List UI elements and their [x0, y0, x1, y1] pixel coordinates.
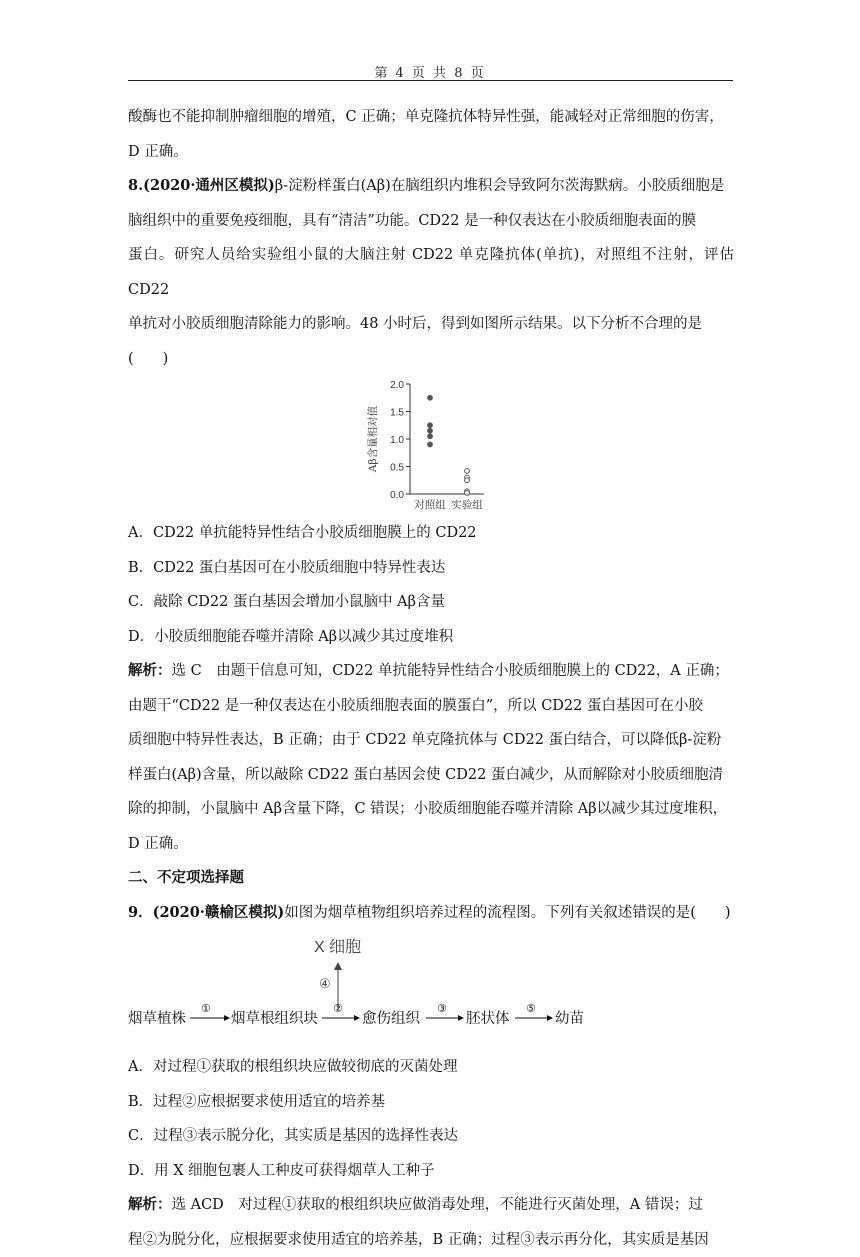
y-axis-label: Aβ含量相对值	[366, 405, 379, 473]
q8-analysis-text-1: 选 C 由题干信息可知，CD22 单抗能特异性结合小胶质细胞膜上的 CD22，A 正确；	[172, 663, 729, 679]
q8-option-b: B．CD22 蛋白基因可在小胶质细胞中特异性表达	[128, 551, 734, 586]
flow-step-2: 愈伤组织	[362, 1010, 420, 1027]
q8-analysis-line-1	[128, 654, 734, 689]
section-2-title: 二、不定项选择题	[128, 861, 734, 896]
flow-arrow-4-head	[334, 962, 342, 970]
q9-source: (2020·赣榆区模拟)	[153, 904, 285, 921]
q8-option-c: C．敲除 CD22 蛋白基因会增加小鼠脑中 Aβ含量	[128, 585, 734, 620]
continuation-line-2: D 正确。	[128, 135, 734, 170]
y-tick-label: 1.5	[390, 408, 404, 419]
data-point	[428, 442, 433, 447]
flow-arrow-5-label: ⑤	[526, 1002, 536, 1015]
flow-arrow-4-label: ④	[319, 977, 331, 992]
q8-analysis-label: 解析：	[128, 662, 172, 679]
q9-option-d: D．用 X 细胞包裹人工种皮可获得烟草人工种子	[128, 1154, 734, 1189]
q9-flowchart	[128, 930, 734, 1050]
q9-analysis-label: 解析：	[128, 1196, 172, 1213]
q9-option-a: A．对过程①获取的根组织块应做较彻底的灭菌处理	[128, 1050, 734, 1085]
q8-stem-text-1: β-淀粉样蛋白(Aβ)在脑组织内堆积会导致阿尔茨海默病。小胶质细胞是	[275, 178, 724, 194]
flow-arrow-3-label: ③	[437, 1002, 447, 1015]
q9-stem-text: 如图为烟草植物组织培养过程的流程图。下列有关叙述错误的是( )	[284, 905, 730, 921]
y-tick-label: 1.0	[390, 435, 404, 446]
scatter-chart	[128, 376, 734, 516]
data-point	[465, 491, 470, 496]
q8-analysis-line-3: 质细胞中特异性表达，B 正确；由于 CD22 单克隆抗体与 CD22 蛋白结合，可以降低β-淀粉	[128, 723, 734, 758]
flow-arrow-2-head	[354, 1015, 360, 1021]
data-point	[428, 395, 433, 400]
q8-stem-line-4: 单抗对小胶质细胞清除能力的影响。48 小时后，得到如图所示结果。以下分析不合理的是	[128, 307, 734, 342]
q8-stem-line-1	[128, 169, 734, 204]
q9-option-b: B．过程②应根据要求使用适宜的培养基	[128, 1085, 734, 1120]
flow-step-1: 烟草根组织块	[231, 1009, 318, 1027]
q9-option-c: C．过程③表示脱分化，其实质是基因的选择性表达	[128, 1119, 734, 1154]
q8-blank: ( )	[128, 342, 734, 377]
flow-x-cell: X 细胞	[314, 938, 361, 956]
q9-stem	[128, 896, 734, 931]
q8-source: (2020·通州区模拟)	[143, 177, 275, 194]
flow-step-0: 烟草植株	[128, 1009, 186, 1027]
y-tick-label: 2.0	[390, 380, 404, 391]
flow-arrow-3-head	[458, 1015, 464, 1021]
page-content	[128, 100, 734, 1257]
x-category-label: 实验组	[451, 498, 483, 511]
q8-analysis-line-2: 由题干“CD22 是一种仅表达在小胶质细胞表面的膜蛋白”，所以 CD22 蛋白基因可在小胶	[128, 689, 734, 724]
q8-analysis-line-6: D 正确。	[128, 827, 734, 862]
flow-arrow-2-label: ②	[333, 1002, 343, 1015]
flow-step-3: 胚状体	[466, 1010, 510, 1027]
q8-analysis-line-4: 样蛋白(Aβ)含量，所以敲除 CD22 蛋白基因会使 CD22 蛋白减少，从而解除对小胶质细胞清	[128, 758, 734, 793]
y-tick-label: 0.5	[390, 463, 404, 474]
q8-number: 8.	[128, 177, 143, 194]
data-point	[428, 423, 433, 428]
flow-arrow-1-head	[224, 1015, 230, 1021]
x-category-label: 对照组	[414, 498, 446, 511]
q8-option-d: D．小胶质细胞能吞噬并清除 Aβ以减少其过度堆积	[128, 620, 734, 655]
q9-analysis-text-1: 选 ACD 对过程①获取的根组织块应做消毒处理，不能进行灭菌处理，A 错误；过	[172, 1197, 703, 1213]
data-point	[465, 469, 470, 474]
data-point	[428, 428, 433, 433]
q8-figure	[128, 376, 734, 516]
q9-analysis-line-1	[128, 1188, 734, 1223]
flow-arrow-1-label: ①	[201, 1002, 211, 1015]
data-point	[465, 478, 470, 483]
continuation-line-1: 酸酶也不能抑制肿瘤细胞的增殖，C 正确；单克隆抗体特异性强，能减轻对正常细胞的伤害，	[128, 100, 734, 135]
flow-step-4: 幼苗	[555, 1010, 584, 1027]
header-rule	[128, 80, 733, 81]
y-tick-label: 0.0	[390, 490, 404, 501]
q8-option-a: A．CD22 单抗能特异性结合小胶质细胞膜上的 CD22	[128, 516, 734, 551]
q9-number: 9．	[128, 904, 153, 921]
flowchart-svg	[128, 930, 734, 1050]
data-point	[428, 434, 433, 439]
page-header: 第 4 页 共 8 页	[0, 62, 860, 81]
q8-stem-line-2: 脑组织中的重要免疫细胞，具有“清洁”功能。CD22 是一种仅表达在小胶质细胞表面的膜	[128, 204, 734, 239]
q8-stem-line-3: 蛋白。研究人员给实验组小鼠的大脑注射 CD22 单克隆抗体(单抗)，对照组不注射，评估 CD22	[128, 238, 734, 307]
q9-analysis-line-2: 程②为脱分化，应根据要求使用适宜的培养基，B 正确；过程③表示再分化，其实质是基因	[128, 1223, 734, 1257]
flow-arrow-5-head	[547, 1015, 553, 1021]
q8-analysis-line-5: 除的抑制，小鼠脑中 Aβ含量下降，C 错误；小胶质细胞能吞噬并清除 Aβ以减少其过度堆积，	[128, 792, 734, 827]
